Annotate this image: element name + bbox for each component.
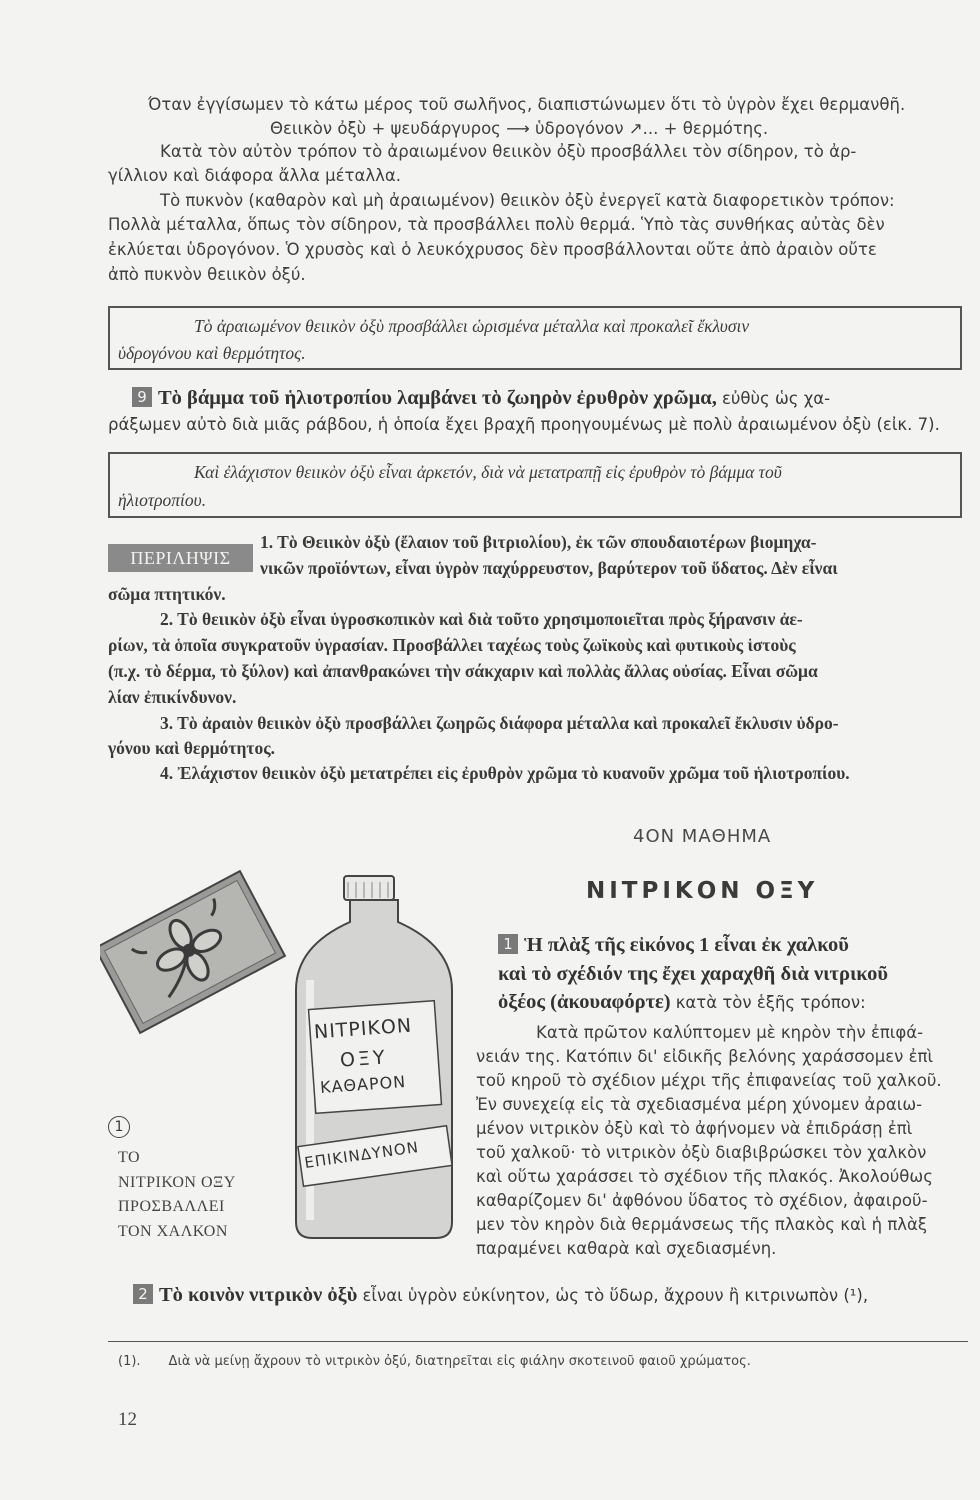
bottle-label-line-3: ΚΑΘΑΡΟΝ [319,1072,407,1097]
section-1-line-6: τοῦ χαλκοῦ· τὸ νιτρικὸν ὀξὺ διαβιβρώσκει τὸν χαλκὸν [476,1143,927,1162]
section-1-tail: κατὰ τὸν ἑξῆς τρόπον: [675,993,866,1012]
summary-label: ΠΕΡΙΛΗΨΙΣ [108,544,253,572]
intro-line-7: ἐκλύεται ὑδρογόνον. Ὁ χρυσὸς καὶ ὁ λευκόχρυσος δὲν προσβάλλονται οὔτε ἀπὸ ἀραιὸν οὔτε [108,240,877,259]
figure-caption-line-3: ΠΡΟΣΒΑΛΛΕΙ [118,1198,225,1215]
section-1-line-2: νειάν της. Κατόπιν δι' εἰδικῆς βελόνης χαράσσομεν ἐπὶ [476,1047,934,1066]
copper-plate [100,871,285,1033]
bottle-label-line-1: ΝΙΤΡΙΚΟΝ [313,1014,413,1044]
intro-line-5: Τὸ πυκνὸν (καθαρὸν καὶ μὴ ἀραιωμένον) θειικὸν ὀξὺ ἐνεργεῖ κατὰ διαφορετικὸν τρόπον: [160,191,895,210]
page-number: 12 [118,1409,137,1430]
section-2-number: 2 [133,1284,153,1304]
figure-1-marker: 1 [108,1116,130,1138]
footnote [118,1354,751,1369]
summary-line-7: λίαν ἐπικίνδυνον. [108,687,237,707]
intro-line-4: γίλλιον καὶ διάφορα ἄλλα μέταλλα. [108,166,401,185]
footnote-rule [108,1341,968,1342]
lesson-number: 4ΟΝ ΜΑΘΗΜΑ [633,826,772,847]
intro-line-1: Όταν ἐγγίσωμεν τὸ κάτω μέρος τοῦ σωλῆνος, διαπιστώνωμεν ὅτι τὸ ὑγρὸν ἔχει θερμανθῆ. [148,95,906,114]
summary-line-8: 3. Τὸ ἀραιὸν θειικὸν ὀξὺ προσβάλλει ζωηρῶς διάφορα μέταλλα καὶ προκαλεῖ ἔκλυσιν ὑδρο- [160,713,839,733]
summary-line-1: 1. Τὸ Θειικὸν ὀξὺ (ἔλαιον τοῦ βιτριολίου), ἐκ τῶν σπουδαιοτέρων βιομηχα- [260,532,817,552]
summary-line-10: 4. Ἐλάχιστον θειικὸν ὀξὺ μετατρέπει εἰς ἐρυθρὸν χρῶμα τὸ κυανοῦν χρῶμα τοῦ ἡλιοτροπίου. [160,763,850,783]
section-1-line-1: Κατὰ πρῶτον καλύπτομεν μὲ κηρὸν τὴν ἐπιφά- [536,1023,924,1042]
reaction-equation: Θειικὸν ὀξὺ + ψευδάργυρος ⟶ ὑδρογόνον ↗... + θερμότης. [270,119,769,138]
key-point-2-line-1: Καὶ ἐλάχιστον θειικὸν ὀξὺ εἶναι ἀρκετόν, διὰ νὰ μετατραπῇ εἰς ἐρυθρὸν τὸ βάμμα τοῦ [194,462,782,482]
summary-line-5: ρίων, τὰ ὁποῖα συγκρατοῦν ὑγρασίαν. Προσβάλλει ταχέως τοὺς ζωϊκοὺς καὶ φυτικοὺς ἱστοὺς [108,635,796,655]
section-1-line-7: καὶ οὕτω χαράσσει τὸ σχέδιον τῆς πλακός. Ἀκολούθως [476,1167,933,1186]
intro-line-6: Πολλὰ μέταλλα, ὅπως τὸν σίδηρον, τὰ προσβάλλει πολὺ θερμά. Ὑπὸ τὰς συνθήκας αὐτὰς δὲν [108,215,885,234]
section-9-heading: Τὸ βάμμα τοῦ ἡλιοτροπίου λαμβάνει τὸ ζωηρὸν ἐρυθρὸν χρῶμα, [158,387,717,409]
bottle-label-line-2: ΟΞΥ [339,1046,389,1072]
section-2-rest: εἶναι ὑγρὸν εὐκίνητον, ὡς τὸ ὕδωρ, ἄχρουν ἢ κιτρινωπὸν (¹), [362,1286,869,1305]
figure-1-caption [118,1146,236,1244]
figure-caption-line-1: ΤΟ [118,1149,141,1166]
section-9-rest: εὐθὺς ὡς χα- [721,389,831,408]
key-point-box-1 [108,306,962,370]
summary-line-2: νικῶν προϊόντων, εἶναι ὑγρὸν παχύρρευστον, βαρύτερον τοῦ ὕδατος. Δὲν εἶναι [260,558,838,578]
section-1-line-3: τοῦ κηροῦ τὸ σχέδιον μέχρι τῆς ἐπιφανείας τοῦ χαλκοῦ. [476,1071,942,1090]
section-1-line-5: μένον νιτρικὸν ὀξὺ καὶ τὸ ἀφήνομεν νὰ ἐπιδράσῃ ἐπὶ [476,1119,913,1138]
key-point-1-line-1: Τὸ ἀραιωμένον θειικὸν ὀξὺ προσβάλλει ὡρισμένα μέταλλα καὶ προκαλεῖ ἔκλυσιν [194,316,750,336]
summary-line-6: (π.χ. τὸ δέρμα, τὸ ξύλον) καὶ ἀπανθρακώνει τὴν σάκχαριν καὶ πολλὰς ἄλλας οὐσίας. Εἶναι σῶμα [108,661,818,681]
section-9-line-2: ράξωμεν αὐτὸ διὰ μιᾶς ράβδου, ἡ ὁποία ἔχει βραχῆ προηγουμένως μὲ πολὺ ἀραιωμένον ὀξὺ (εἰκ. 7). [108,415,940,434]
section-2-heading: Τὸ κοινὸν νιτρικὸν ὀξὺ [159,1284,358,1306]
summary-line-9: γόνου καὶ θερμότητος. [108,738,275,758]
intro-line-8: ἀπὸ πυκνὸν θειικὸν ὀξύ. [108,265,306,284]
section-1-heading-line-2: καὶ τὸ σχέδιόν της ἔχει χαραχθῆ διὰ νιτρικοῦ [498,963,888,985]
key-point-1-line-2: ὑδρογόνου καὶ θερμότητος. [118,343,306,363]
section-1-line-9: μεν τὸν κηρὸν διὰ θερμάνσεως τῆς πλακὸς καὶ ἡ πλὰξ [476,1215,928,1234]
section-1-line-8: καθαρίζομεν δι' ἀφθόνου ὕδατος τὸ σχέδιον, ἀφαιροῦ- [476,1191,928,1210]
section-1-line-10: παραμένει καθαρὰ καὶ σχεδιασμένη. [476,1239,777,1258]
footnote-mark: (1). [118,1354,141,1369]
lesson-title: ΝΙΤΡΙΚΟΝ ΟΞΥ [586,878,819,904]
summary-line-3: σῶμα πτητικόν. [108,584,226,604]
intro-line-3: Κατὰ τὸν αὐτὸν τρόπον τὸ ἀραιωμένον θειικὸν ὀξὺ προσβάλλει τὸν σίδηρον, τὸ ἀρ- [160,142,857,161]
figure-caption-line-2: ΝΙΤΡΙΚΟΝ ΟΞΥ [118,1173,236,1191]
section-1-line-4: Ἐν συνεχείᾳ εἰς τὰ σχεδιασμένα μέρη χύνομεν ἀραιω- [476,1095,923,1114]
section-9-number: 9 [132,387,152,407]
section-1-heading-line-1: Ἡ πλὰξ τῆς εἰκόνος 1 εἶναι ἐκ χαλκοῦ [524,934,849,956]
footnote-text: Διὰ νὰ μείνῃ ἄχρουν τὸ νιτρικὸν ὀξύ, διατηρεῖται εἰς φιάλην σκοτεινοῦ φαιοῦ χρώματος. [168,1354,751,1369]
section-2 [133,1284,868,1307]
bottle-warning-label: ΕΠΙΚΙΝΔΥΝΟΝ [303,1138,421,1172]
figure-caption-line-4: ΤΟΝ ΧΑΛΚΟΝ [118,1222,228,1240]
key-point-2-line-2: ἡλιοτροπίου. [118,490,207,510]
section-1-number: 1 [498,934,518,954]
key-point-box-2 [108,452,962,518]
section-1-heading-line-3: ὀξέος (ἀκουαφόρτε) [498,991,671,1013]
summary-line-4: 2. Τὸ θειικὸν ὀξὺ εἶναι ὑγροσκοπικὸν καὶ διὰ τοῦτο χρησιμοποιεῖται πρὸς ξήρανσιν ἀε- [160,609,803,629]
